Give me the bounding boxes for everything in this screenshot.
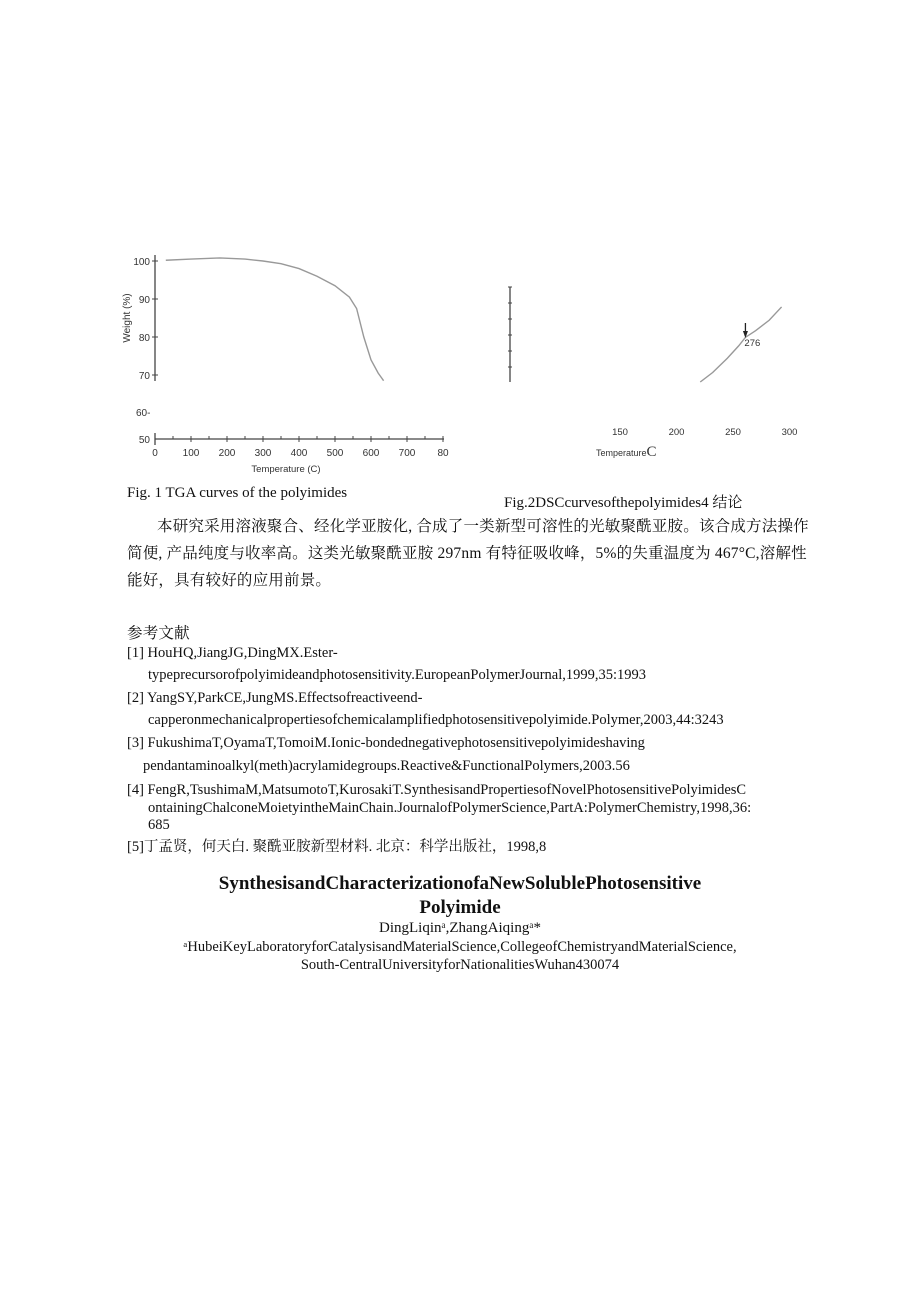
y-tick-label: 50 [138, 435, 150, 446]
reference-2-cont: capperonmechanicalpropertiesofchemicalamplifiedphotosensitivepolyimide.Polymer,2003,44:3243 [148, 712, 724, 728]
x-tick-label: 300 [781, 427, 798, 438]
x-tick-label: 300 [254, 448, 272, 459]
x-tick-label: 80 [437, 448, 449, 459]
reference-4: [4] FengR,TsushimaM,MatsumotoT,KurosakiT.SynthesisandPropertiesofNovelPhotosensitivePolyimidesC [127, 782, 747, 798]
reference-3-cont: pendantaminoalkyl(meth)acrylamidegroups.Reactive&FunctionalPolymers,2003.56 [143, 758, 630, 774]
english-title: SynthesisandCharacterizationofaNewSolublePhotosensitive [218, 873, 702, 894]
y-tick-label: 100 [133, 257, 150, 268]
x-tick-label: 200 [668, 427, 685, 438]
fig1-caption: Fig. 1 TGA curves of the polyimides [127, 485, 348, 501]
x-tick-label: 400 [290, 448, 308, 459]
reference-1: [1] HouHQ,JiangJG,DingMX.Ester- [127, 645, 338, 661]
y-axis-label: Weight (%) [122, 293, 133, 343]
affiliation-cont: South-CentralUniversityforNationalitiesWuhan430074 [300, 957, 620, 973]
fig2-caption: Fig.2DSCcurvesofthepolyimides4 结论 [504, 495, 743, 511]
x-tick-label: 0 [152, 448, 158, 459]
x-tick-label: 500 [326, 448, 344, 459]
reference-4-cont: 685 [148, 817, 170, 833]
references-heading: 参考文献 [127, 625, 190, 642]
reference-2: [2] YangSY,ParkCE,JungMS.Effectsofreactiveend- [127, 690, 423, 706]
dsc-curve [700, 307, 781, 382]
x-tick-label: 100 [182, 448, 200, 459]
conclusion-line: 本研究采用溶液聚合、经化学亚胺化, 合成了一类新型可溶性的光敏聚酰亚胺。该合成方法操作 [157, 518, 809, 535]
reference-5: [5]丁孟贤，何天白. 聚酰亚胺新型材料. 北京：科学出版社，1998,8 [127, 839, 547, 855]
x-tick-label: 600 [362, 448, 380, 459]
annotation-label: 276 [744, 338, 761, 349]
x-axis-label: Temperature (C) [251, 464, 321, 475]
conclusion-line: 简便, 产品纯度与收率高。这类光敏聚酰亚胺 297nm 有特征吸收峰，5%的失重温度为 467°C,溶解性 [127, 545, 807, 562]
x-tick-label: 150 [612, 427, 628, 438]
authors: DingLiqinᵃ,ZhangAiqingᵃ* [379, 920, 541, 936]
x-tick-label: 700 [398, 448, 416, 459]
dsc-chart [0, 0, 920, 480]
y-tick-label: 90 [138, 295, 150, 306]
y-tick-label: 60- [136, 408, 151, 419]
y-tick-label: 70 [138, 371, 150, 382]
reference-4-cont: ontainingChalconeMoietyintheMainChain.JournalofPolymerScience,PartA:PolymerChemistry,1998,36: [148, 800, 752, 816]
english-title-cont: Polyimide [419, 897, 501, 918]
affiliation: ᵃHubeiKeyLaboratoryforCatalysisandMaterialScience,CollegeofChemistryandMaterialScience, [183, 939, 737, 955]
x-tick-label: 250 [725, 427, 741, 438]
conclusion-line: 能好，具有较好的应用前景。 [127, 572, 332, 589]
x-tick-label: 200 [218, 448, 236, 459]
reference-3: [3] FukushimaT,OyamaT,TomoiM.Ionic-bondednegativephotosensitivepolyimideshaving [127, 735, 645, 751]
y-tick-label: 80 [138, 333, 150, 344]
x-axis-label: TemperatureC [596, 444, 657, 460]
reference-1-cont: typeprecursorofpolyimideandphotosensitivity.EuropeanPolymerJournal,1999,35:1993 [148, 667, 647, 683]
